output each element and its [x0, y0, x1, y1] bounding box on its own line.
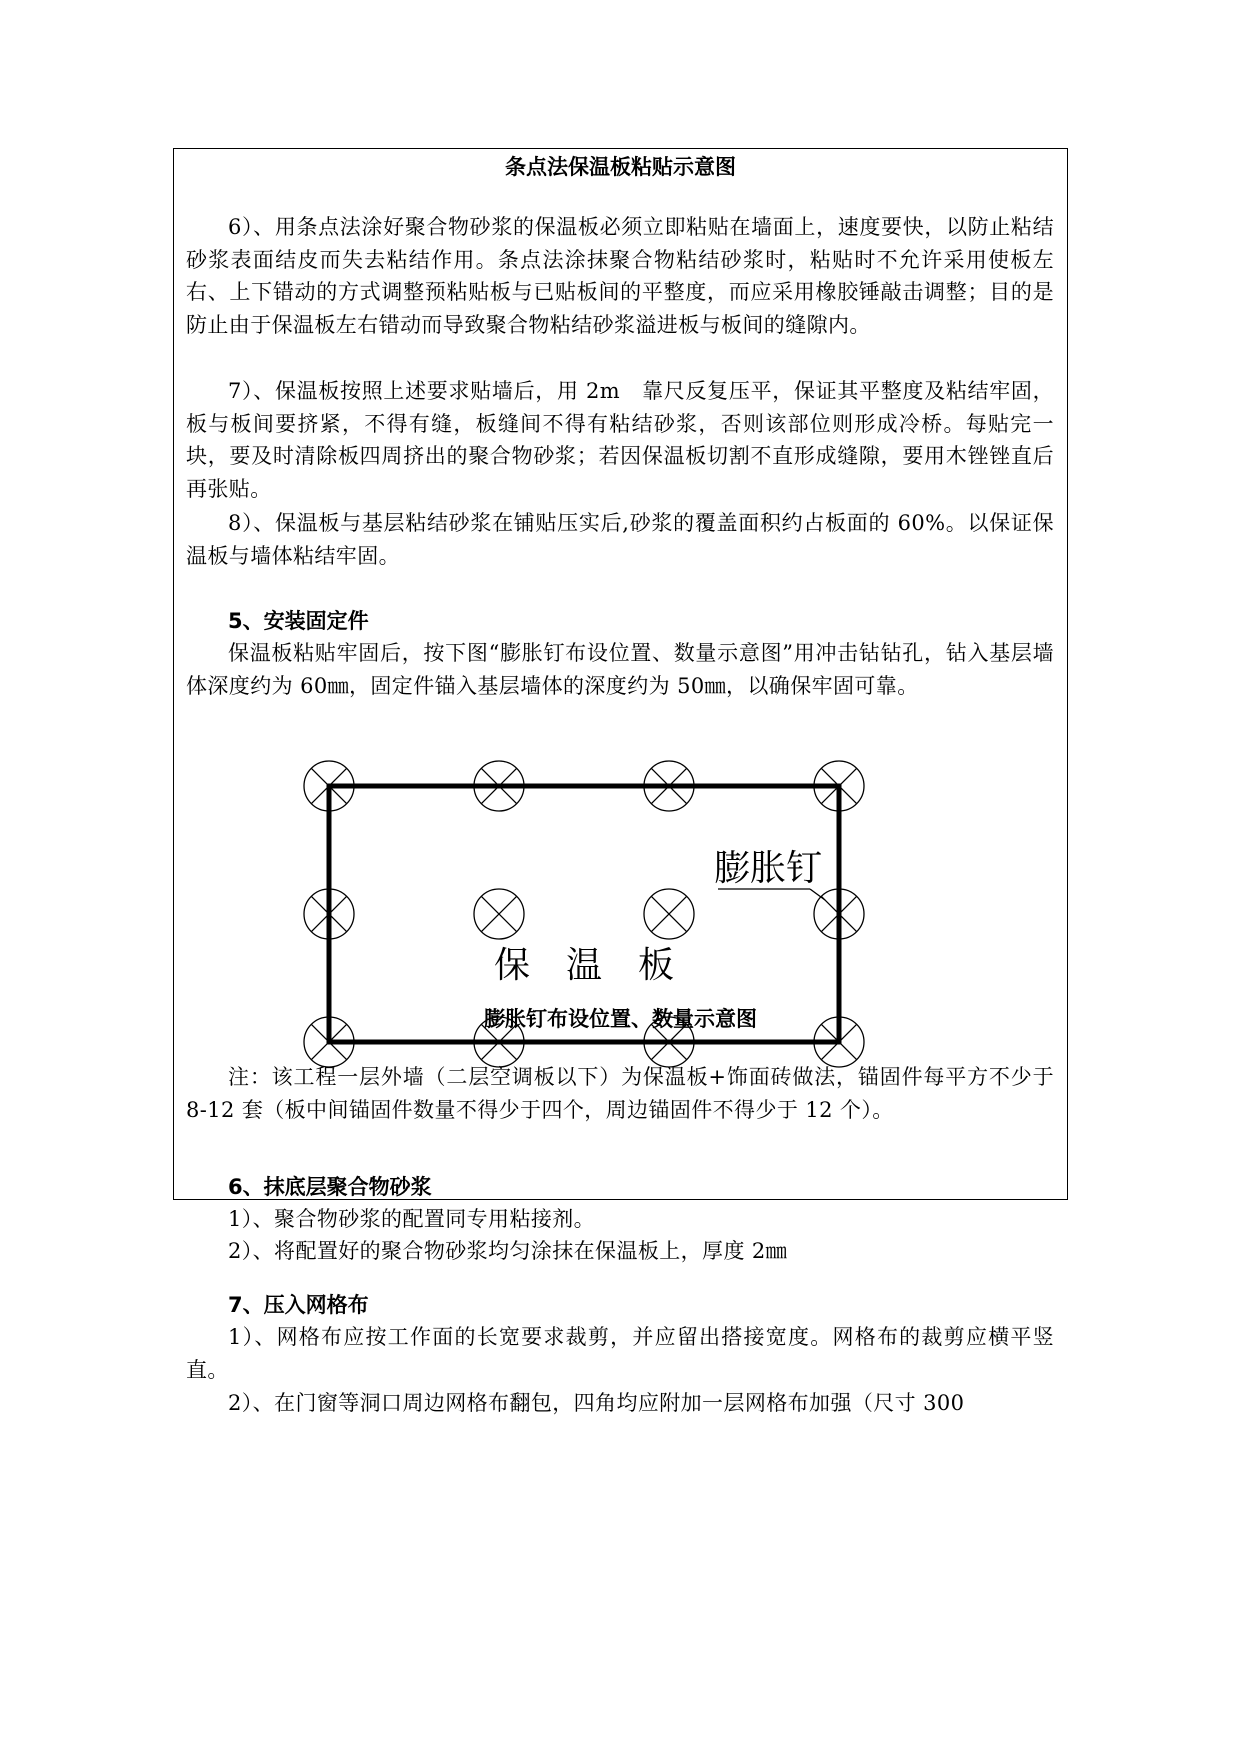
item-6-1: 1）、聚合物砂浆的配置同专用粘接剂。 [228, 1207, 596, 1231]
anchor-marker [644, 889, 694, 939]
paragraph-8: 8）、保温板与基层粘结砂浆在铺贴压实后,砂浆的覆盖面积约占板面的 60%。以保证保温板与墙体粘结牢固。 [186, 511, 1054, 568]
heading-mesh: 7、压入网格布 [228, 1293, 369, 1317]
section-title: 条点法保温板粘贴示意图 [505, 155, 736, 179]
item-7-1: 1）、网格布应按工作面的长宽要求裁剪，并应留出搭接宽度。网格布的裁剪应横平竖直。 [186, 1325, 1054, 1382]
diagram-caption: 膨胀钉布设位置、数量示意图 [484, 1007, 757, 1031]
note-paragraph: 注：该工程一层外墙（二层空调板以下）为保温板+饰面砖做法，锚固件每平方不少于 8-12 套（板中间锚固件数量不得少于四个，周边锚固件不得少于 12 个）。 [186, 1065, 1054, 1122]
item-7-2: 2）、在门窗等洞口周边网格布翻包，四角均应附加一层网格布加强（尺寸 300 [228, 1391, 965, 1415]
anchor-marker [474, 889, 524, 939]
item-6-2: 2）、将配置好的聚合物砂浆均匀涂抹在保温板上，厚度 2㎜ [228, 1239, 788, 1263]
heading-install-anchors: 5、安装固定件 [228, 609, 369, 633]
paragraph-install-anchors: 保温板粘贴牢固后，按下图“膨胀钉布设位置、数量示意图”用冲击钻钻孔，钻入基层墙体深度约为 60㎜，固定件锚入基层墙体的深度约为 50㎜，以确保牢固可靠。 [186, 641, 1054, 698]
board-label: 保 温 板 [493, 945, 675, 986]
document-frame [173, 148, 1068, 1415]
anchor-label: 膨胀钉 [714, 848, 823, 889]
heading-base-mortar: 6、抹底层聚合物砂浆 [228, 1175, 432, 1199]
paragraph-7: 7）、保温板按照上述要求贴墙后，用 2m 靠尺反复压平，保证其平整度及粘结牢固，板与板间要挤紧，不得有缝，板缝间不得有粘结砂浆，否则该部位则形成冷桥。每贴完一块，要及时清除板四周挤出的聚合物砂浆；若因保温板切割不直形成缝隙，要用木锉锉直后再张贴。 [186, 379, 1054, 502]
paragraph-6: 6）、用条点法涂好聚合物砂浆的保温板必须立即粘贴在墙面上，速度要快，以防止粘结砂浆表面结皮而失去粘结作用。条点法涂抹聚合物粘结砂浆时，粘贴时不允许采用使板左右、上下错动的方式调整预粘贴板与已贴板间的平整度，而应采用橡胶锤敲击调整；目的是防止由于保温板左右错动而导致聚合物粘结砂浆溢进板与板间的缝隙内。 [186, 215, 1054, 338]
